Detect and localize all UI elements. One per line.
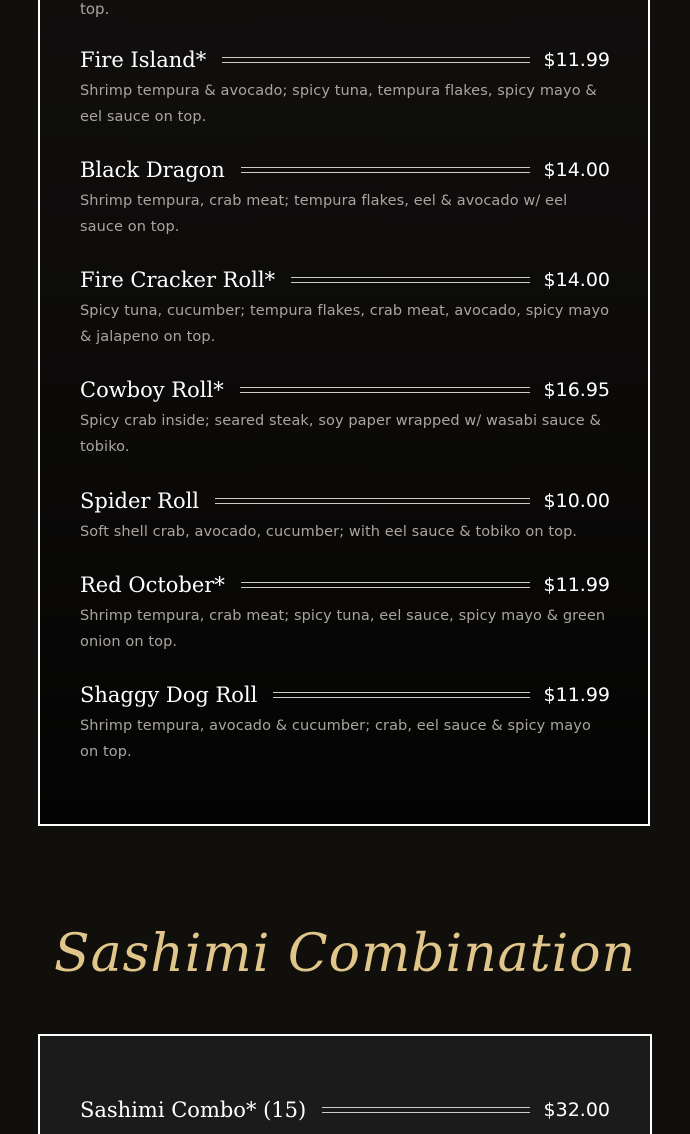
menu-item-name: Sashimi Combo* (15): [80, 1098, 307, 1122]
menu-item-header: [80, 570, 610, 600]
menu-item-fire-cracker-roll: [80, 265, 610, 350]
menu-item-price: $14.00: [543, 269, 610, 291]
menu-item-price: $11.99: [543, 574, 610, 596]
menu-item-black-dragon: [80, 155, 610, 240]
previous-item-description-fragment: top.: [80, 0, 110, 18]
menu-item-name: Black Dragon: [80, 158, 225, 182]
menu-item-header: [80, 155, 610, 185]
menu-item-description: Shrimp tempura, avocado & cucumber; crab, eel sauce & spicy mayo on top.: [80, 718, 591, 760]
menu-item-name: Cowboy Roll*: [80, 378, 224, 402]
menu-item-price: $11.99: [543, 49, 610, 71]
menu-item-description: Shrimp tempura, crab meat; tempura flakes, eel & avocado w/ eel sauce on top.: [80, 193, 568, 235]
menu-item-price: $10.00: [543, 490, 610, 512]
dotted-leader: [241, 582, 530, 588]
menu-item-description: Spicy tuna, cucumber; tempura flakes, crab meat, avocado, spicy mayo & jalapeno on top.: [80, 303, 610, 345]
menu-item-name: Fire Island*: [80, 48, 207, 72]
menu-item-header: [80, 375, 610, 405]
dotted-leader: [291, 277, 529, 283]
menu-item-description: Shrimp tempura & avocado; spicy tuna, tempura flakes, spicy mayo & eel sauce on top.: [80, 83, 597, 125]
dotted-leader: [241, 167, 530, 173]
menu-item-price: $14.00: [543, 159, 610, 181]
menu-item-sashimi-combo: [80, 1095, 610, 1125]
menu-item-name: Spider Roll: [80, 489, 200, 513]
dotted-leader: [273, 692, 529, 698]
menu-item-spider-roll: [80, 486, 610, 545]
menu-item-description: Spicy crab inside; seared steak, soy paper wrapped w/ wasabi sauce & tobiko.: [80, 413, 601, 455]
menu-item-fire-island: [80, 45, 610, 130]
menu-item-header: [80, 265, 610, 295]
menu-item-cowboy-roll: [80, 375, 610, 460]
menu-item-shaggy-dog-roll: [80, 680, 610, 765]
menu-item-header: [80, 680, 610, 710]
menu-item-header: [80, 486, 610, 516]
menu-item-price: $11.99: [543, 684, 610, 706]
menu-item-name: Shaggy Dog Roll: [80, 683, 258, 707]
menu-item-price: $16.95: [543, 379, 610, 401]
menu-item-header: [80, 1095, 610, 1125]
menu-item-price: $32.00: [543, 1099, 610, 1121]
dotted-leader: [240, 387, 530, 393]
dotted-leader: [222, 57, 529, 63]
menu-item-red-october: [80, 570, 610, 655]
section-title-sashimi-combination: Sashimi Combination: [53, 924, 637, 984]
dotted-leader: [322, 1107, 529, 1113]
menu-item-header: [80, 45, 610, 75]
menu-item-name: Red October*: [80, 573, 225, 597]
menu-item-name: Fire Cracker Roll*: [80, 268, 276, 292]
dotted-leader: [215, 498, 529, 504]
menu-item-description: Shrimp tempura, crab meat; spicy tuna, eel sauce, spicy mayo & green onion on top.: [80, 608, 606, 650]
menu-item-description: Soft shell crab, avocado, cucumber; with eel sauce & tobiko on top.: [80, 524, 578, 540]
